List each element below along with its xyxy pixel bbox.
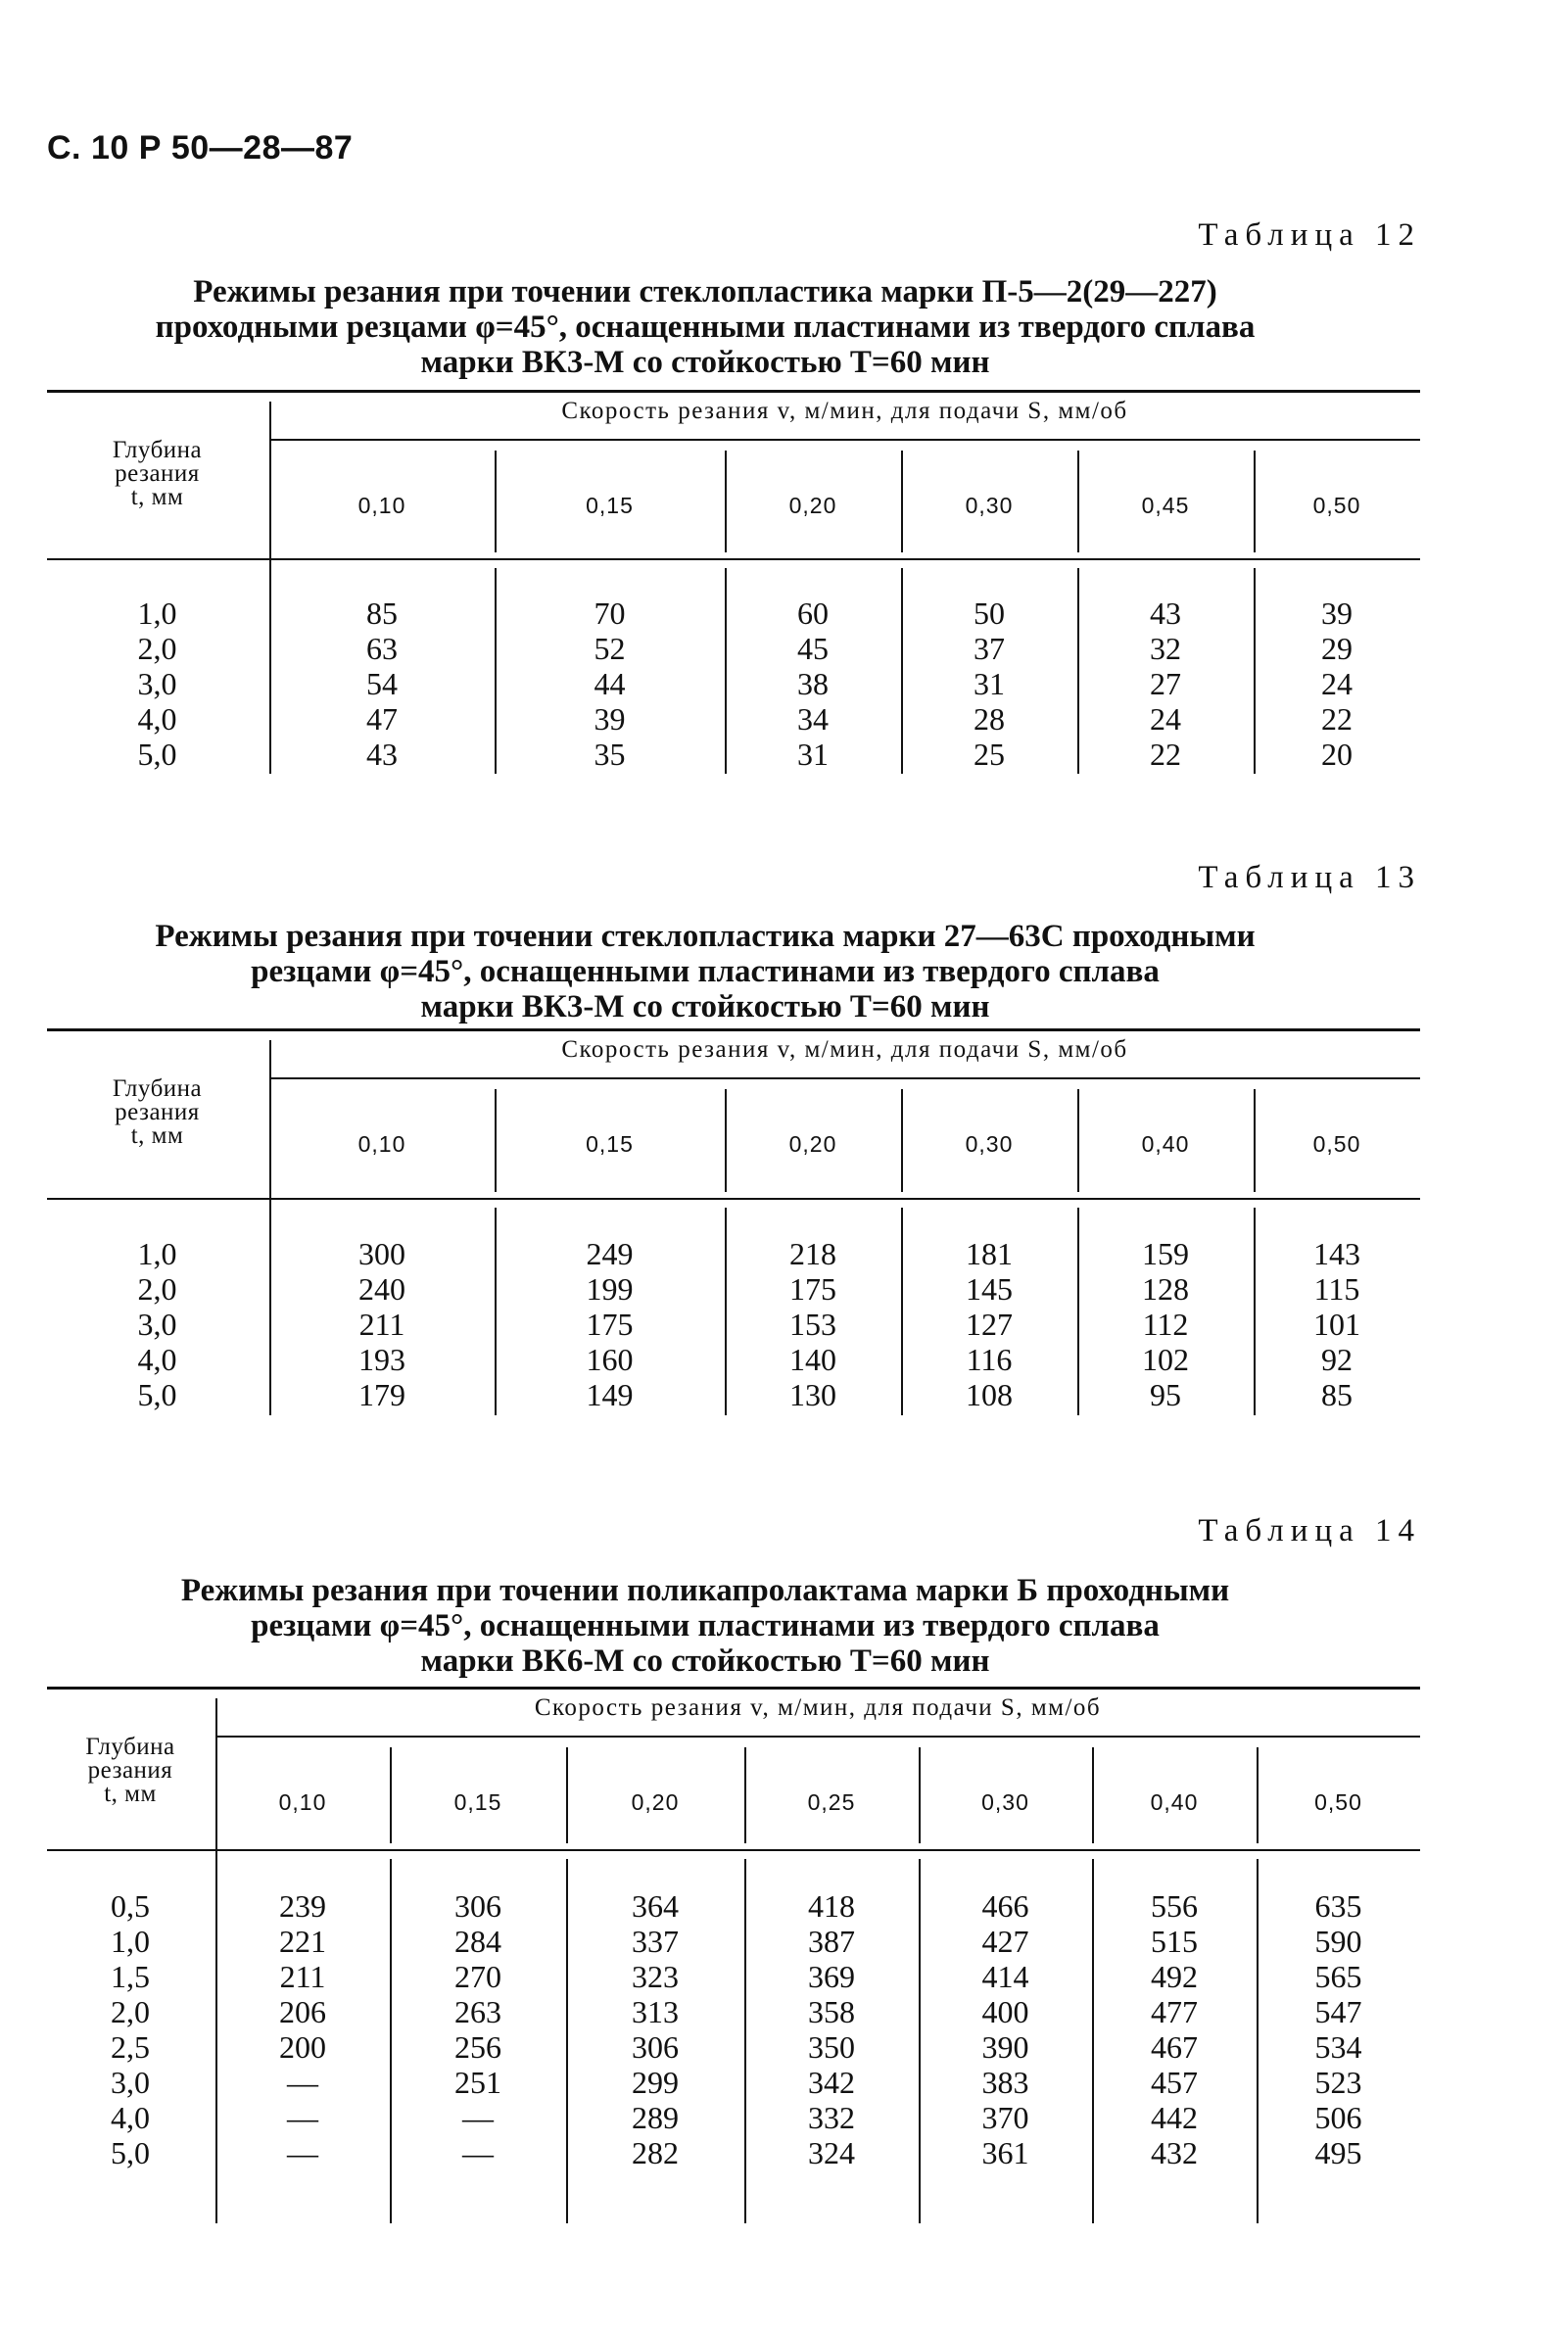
speed-value: 38 — [797, 666, 829, 701]
depth-header-line: Глубина — [112, 1075, 203, 1102]
speed-value: 332 — [808, 2100, 855, 2135]
speed-value: 457 — [1151, 2065, 1198, 2100]
speed-value: 31 — [974, 666, 1005, 701]
table-top-rule — [47, 390, 1420, 393]
speed-value: 324 — [808, 2135, 855, 2170]
speed-value: 54 — [366, 666, 398, 701]
feed-value-header: 0,45 — [1141, 493, 1190, 518]
speed-value: 432 — [1151, 2135, 1198, 2170]
speed-value: 44 — [594, 666, 626, 701]
speed-value: 506 — [1314, 2100, 1362, 2135]
speed-value: 221 — [279, 1924, 326, 1959]
speed-value: 239 — [279, 1888, 326, 1924]
table-number-label: Таблица 14 — [1198, 1513, 1421, 1548]
speed-value: 299 — [632, 2065, 679, 2100]
depth-header-line: резания — [115, 460, 200, 487]
depth-header-line: Глубина — [85, 1734, 175, 1760]
speed-value: 211 — [358, 1307, 405, 1342]
depth-header-line: t, мм — [130, 484, 184, 510]
feed-value-header: 0,50 — [1312, 1131, 1361, 1157]
feed-column-divider — [919, 1747, 921, 1843]
depth-value: 5,0 — [111, 2135, 150, 2170]
speed-value: 160 — [586, 1342, 634, 1377]
speed-value: 492 — [1151, 1959, 1198, 1994]
speed-value: 477 — [1151, 1994, 1198, 2029]
depth-header — [47, 439, 267, 509]
speed-value: — — [287, 2100, 318, 2135]
speed-value: 364 — [632, 1888, 679, 1924]
speed-value: 24 — [1321, 666, 1353, 701]
speed-value: 63 — [366, 631, 398, 666]
feed-value-header: 0,20 — [631, 1789, 680, 1815]
depth-header-line: резания — [87, 1757, 173, 1784]
speed-column — [1254, 595, 1420, 772]
depth-header — [47, 1736, 214, 1806]
speed-value: 34 — [797, 701, 829, 737]
table-caption-line: Режимы резания при точении стеклопластика марки 27—63С проходными — [155, 919, 1256, 954]
table-top-rule — [47, 1028, 1420, 1031]
feed-value-header: 0,30 — [965, 1131, 1014, 1157]
speed-column — [725, 595, 901, 772]
depth-value: 4,0 — [137, 1342, 177, 1377]
speed-value: 153 — [789, 1307, 836, 1342]
feed-column-divider — [1254, 1089, 1256, 1192]
speed-value: 635 — [1314, 1888, 1362, 1924]
speed-column — [390, 1888, 566, 2170]
speed-value: 45 — [797, 631, 829, 666]
speed-column — [901, 595, 1077, 772]
speed-value: 383 — [981, 2065, 1029, 2100]
speed-value: 414 — [981, 1959, 1029, 1994]
depth-value: 2,0 — [137, 631, 177, 666]
speed-value: 175 — [586, 1307, 634, 1342]
depth-header-line: t, мм — [130, 1122, 184, 1149]
speed-value: 590 — [1314, 1924, 1362, 1959]
speed-value: 306 — [454, 1888, 501, 1924]
feed-column-divider — [901, 1089, 903, 1192]
speed-value: 175 — [789, 1271, 836, 1307]
speed-value: 387 — [808, 1924, 855, 1959]
speed-value: 284 — [454, 1924, 501, 1959]
depth-value: 1,0 — [137, 1236, 177, 1271]
speed-value: 342 — [808, 2065, 855, 2100]
feed-value-header: 0,40 — [1141, 1131, 1190, 1157]
depth-value: 0,5 — [111, 1888, 150, 1924]
speed-column — [919, 1888, 1092, 2170]
speed-value: 206 — [279, 1994, 326, 2029]
header-split-rule — [269, 1077, 1420, 1079]
feed-value-header: 0,20 — [788, 493, 837, 518]
table-caption-line: марки ВК3-М со стойкостью T=60 мин — [420, 345, 990, 380]
header-split-rule — [215, 1736, 1420, 1738]
speed-value: 256 — [454, 2029, 501, 2065]
speed-value: 337 — [632, 1924, 679, 1959]
speed-value: 50 — [974, 595, 1005, 631]
feed-value-header: 0,10 — [357, 493, 406, 518]
depth-header — [47, 1077, 267, 1148]
speed-column — [269, 595, 495, 772]
depth-values — [47, 1888, 214, 2170]
speed-value: 39 — [1321, 595, 1353, 631]
depth-header-line: Глубина — [112, 437, 203, 463]
speed-value: 306 — [632, 2029, 679, 2065]
speed-value: 39 — [594, 701, 626, 737]
speed-value: 358 — [808, 1994, 855, 2029]
speed-value: 43 — [1150, 595, 1181, 631]
speed-column — [495, 1236, 725, 1412]
feed-value-header: 0,15 — [586, 493, 634, 518]
speed-value: 20 — [1321, 737, 1353, 772]
speed-value: 369 — [808, 1959, 855, 1994]
speed-value: 289 — [632, 2100, 679, 2135]
speed-value: 149 — [586, 1377, 634, 1412]
header-bottom-rule — [47, 1849, 1420, 1851]
speed-value: 263 — [454, 1994, 501, 2029]
header-bottom-rule — [47, 558, 1420, 560]
speed-value: 60 — [797, 595, 829, 631]
speed-value: 565 — [1314, 1959, 1362, 1994]
speed-value: 547 — [1314, 1994, 1362, 2029]
speed-column — [1254, 1236, 1420, 1412]
speed-value: 350 — [808, 2029, 855, 2065]
depth-value: 2,5 — [111, 2029, 150, 2065]
table-caption-line: марки ВК3-М со стойкостью T=60 мин — [420, 989, 990, 1024]
speed-value: 47 — [366, 701, 398, 737]
feed-column-divider — [1254, 451, 1256, 552]
velocity-header: Скорость резания v, м/мин, для подачи S, мм/об — [534, 1694, 1102, 1721]
speed-value: — — [462, 2135, 494, 2170]
velocity-header: Скорость резания v, м/мин, для подачи S, мм/об — [561, 1036, 1128, 1063]
speed-value: 27 — [1150, 666, 1181, 701]
feed-value-header: 0,10 — [357, 1131, 406, 1157]
speed-value: 52 — [594, 631, 626, 666]
depth-value: 3,0 — [137, 666, 177, 701]
speed-value: 115 — [1313, 1271, 1360, 1307]
speed-value: 251 — [454, 2065, 501, 2100]
speed-column — [566, 1888, 744, 2170]
speed-value: 145 — [966, 1271, 1013, 1307]
speed-column — [744, 1888, 919, 2170]
speed-value: — — [287, 2135, 318, 2170]
feed-column-divider — [1077, 451, 1079, 552]
feed-column-divider — [390, 1747, 392, 1843]
depth-value: 5,0 — [137, 737, 177, 772]
speed-value: 211 — [279, 1959, 326, 1994]
table-caption-line: резцами φ=45°, оснащенными пластинами из твердого сплава — [251, 1608, 1160, 1643]
depth-value: 1,0 — [137, 595, 177, 631]
speed-value: 300 — [358, 1236, 405, 1271]
table-number-label: Таблица 13 — [1198, 860, 1421, 895]
speed-value: 108 — [966, 1377, 1013, 1412]
speed-value: 400 — [981, 1994, 1029, 2029]
feed-column-divider — [495, 451, 497, 552]
header-bottom-rule — [47, 1198, 1420, 1200]
speed-value: 270 — [454, 1959, 501, 1994]
feed-value-header: 0,30 — [965, 493, 1014, 518]
feed-column-divider — [725, 1089, 727, 1192]
speed-value: 179 — [358, 1377, 405, 1412]
speed-value: 22 — [1150, 737, 1181, 772]
speed-column — [1257, 1888, 1420, 2170]
depth-value: 1,5 — [111, 1959, 150, 1994]
speed-value: 116 — [966, 1342, 1013, 1377]
table-number-label: Таблица 12 — [1198, 217, 1421, 253]
speed-value: 112 — [1142, 1307, 1189, 1342]
feed-column-divider — [1077, 1089, 1079, 1192]
speed-value: 466 — [981, 1888, 1029, 1924]
depth-value: 4,0 — [111, 2100, 150, 2135]
feed-column-divider — [1257, 1747, 1259, 1843]
speed-value: 515 — [1151, 1924, 1198, 1959]
speed-value: 32 — [1150, 631, 1181, 666]
depth-header-line: t, мм — [104, 1781, 157, 1807]
feed-column-divider — [566, 1747, 568, 1843]
table-caption-line: марки ВК6-М со стойкостью T=60 мин — [420, 1643, 990, 1679]
speed-value: 31 — [797, 737, 829, 772]
speed-value: 361 — [981, 2135, 1029, 2170]
depth-value: 2,0 — [111, 1994, 150, 2029]
speed-value: 102 — [1142, 1342, 1189, 1377]
feed-value-header: 0,25 — [807, 1789, 856, 1815]
feed-value-header: 0,10 — [278, 1789, 327, 1815]
speed-value: 25 — [974, 737, 1005, 772]
speed-value: 323 — [632, 1959, 679, 1994]
speed-value: 128 — [1142, 1271, 1189, 1307]
speed-value: 523 — [1314, 2065, 1362, 2100]
speed-value: 143 — [1313, 1236, 1360, 1271]
speed-value: 85 — [1321, 1377, 1353, 1412]
feed-value-header: 0,15 — [586, 1131, 634, 1157]
speed-value: 127 — [966, 1307, 1013, 1342]
speed-column — [495, 595, 725, 772]
feed-column-divider — [495, 1089, 497, 1192]
speed-value: 218 — [789, 1236, 836, 1271]
depth-value: 3,0 — [137, 1307, 177, 1342]
speed-value: 140 — [789, 1342, 836, 1377]
table-caption-line: проходными резцами φ=45°, оснащенными пластинами из твердого сплава — [155, 310, 1256, 345]
depth-value: 3,0 — [111, 2065, 150, 2100]
feed-value-header: 0,15 — [453, 1789, 502, 1815]
table-caption-line: резцами φ=45°, оснащенными пластинами из твердого сплава — [251, 954, 1160, 989]
feed-column-divider — [901, 451, 903, 552]
speed-value: 29 — [1321, 631, 1353, 666]
speed-value: 95 — [1150, 1377, 1181, 1412]
speed-value: 199 — [586, 1271, 634, 1307]
table-caption-line: Режимы резания при точении поликапролактама марки Б проходными — [180, 1573, 1230, 1608]
speed-value: 181 — [966, 1236, 1013, 1271]
depth-values — [47, 1236, 267, 1412]
speed-value: 534 — [1314, 2029, 1362, 2065]
speed-value: 159 — [1142, 1236, 1189, 1271]
speed-value: 200 — [279, 2029, 326, 2065]
speed-column — [1077, 595, 1254, 772]
feed-column-divider — [1092, 1747, 1094, 1843]
depth-value: 4,0 — [137, 701, 177, 737]
speed-value: 427 — [981, 1924, 1029, 1959]
speed-value: 101 — [1313, 1307, 1360, 1342]
speed-value: 35 — [594, 737, 626, 772]
speed-value: 240 — [358, 1271, 405, 1307]
speed-value: 249 — [586, 1236, 634, 1271]
speed-value: 193 — [358, 1342, 405, 1377]
table-top-rule — [47, 1687, 1420, 1690]
header-split-rule — [269, 439, 1420, 441]
speed-column — [1092, 1888, 1257, 2170]
depth-header-line: резания — [115, 1099, 200, 1125]
feed-value-header: 0,50 — [1314, 1789, 1362, 1815]
speed-value: 442 — [1151, 2100, 1198, 2135]
speed-value: 313 — [632, 1994, 679, 2029]
speed-value: 130 — [789, 1377, 836, 1412]
feed-value-header: 0,40 — [1150, 1789, 1199, 1815]
speed-value: 43 — [366, 737, 398, 772]
speed-value: 70 — [594, 595, 626, 631]
speed-value: 370 — [981, 2100, 1029, 2135]
speed-value: 390 — [981, 2029, 1029, 2065]
speed-value: 282 — [632, 2135, 679, 2170]
speed-column — [725, 1236, 901, 1412]
depth-values — [47, 595, 267, 772]
depth-value: 2,0 — [137, 1271, 177, 1307]
speed-column — [1077, 1236, 1254, 1412]
speed-value: — — [462, 2100, 494, 2135]
speed-value: 467 — [1151, 2029, 1198, 2065]
speed-value: 28 — [974, 701, 1005, 737]
speed-column — [901, 1236, 1077, 1412]
speed-column — [215, 1888, 390, 2170]
velocity-header: Скорость резания v, м/мин, для подачи S, мм/об — [561, 398, 1128, 424]
page-header: С. 10 Р 50—28—87 — [47, 129, 354, 167]
feed-column-divider — [725, 451, 727, 552]
feed-value-header: 0,20 — [788, 1131, 837, 1157]
speed-value: 24 — [1150, 701, 1181, 737]
speed-value: 85 — [366, 595, 398, 631]
speed-value: 418 — [808, 1888, 855, 1924]
speed-value: 556 — [1151, 1888, 1198, 1924]
depth-value: 1,0 — [111, 1924, 150, 1959]
feed-value-header: 0,50 — [1312, 493, 1361, 518]
feed-column-divider — [744, 1747, 746, 1843]
speed-value: 37 — [974, 631, 1005, 666]
depth-value: 5,0 — [137, 1377, 177, 1412]
speed-column — [269, 1236, 495, 1412]
speed-value: 92 — [1321, 1342, 1353, 1377]
speed-value: 22 — [1321, 701, 1353, 737]
feed-value-header: 0,30 — [981, 1789, 1029, 1815]
table-caption-line: Режимы резания при точении стеклопластика марки П-5—2(29—227) — [193, 274, 1217, 310]
speed-value: 495 — [1314, 2135, 1362, 2170]
speed-value: — — [287, 2065, 318, 2100]
